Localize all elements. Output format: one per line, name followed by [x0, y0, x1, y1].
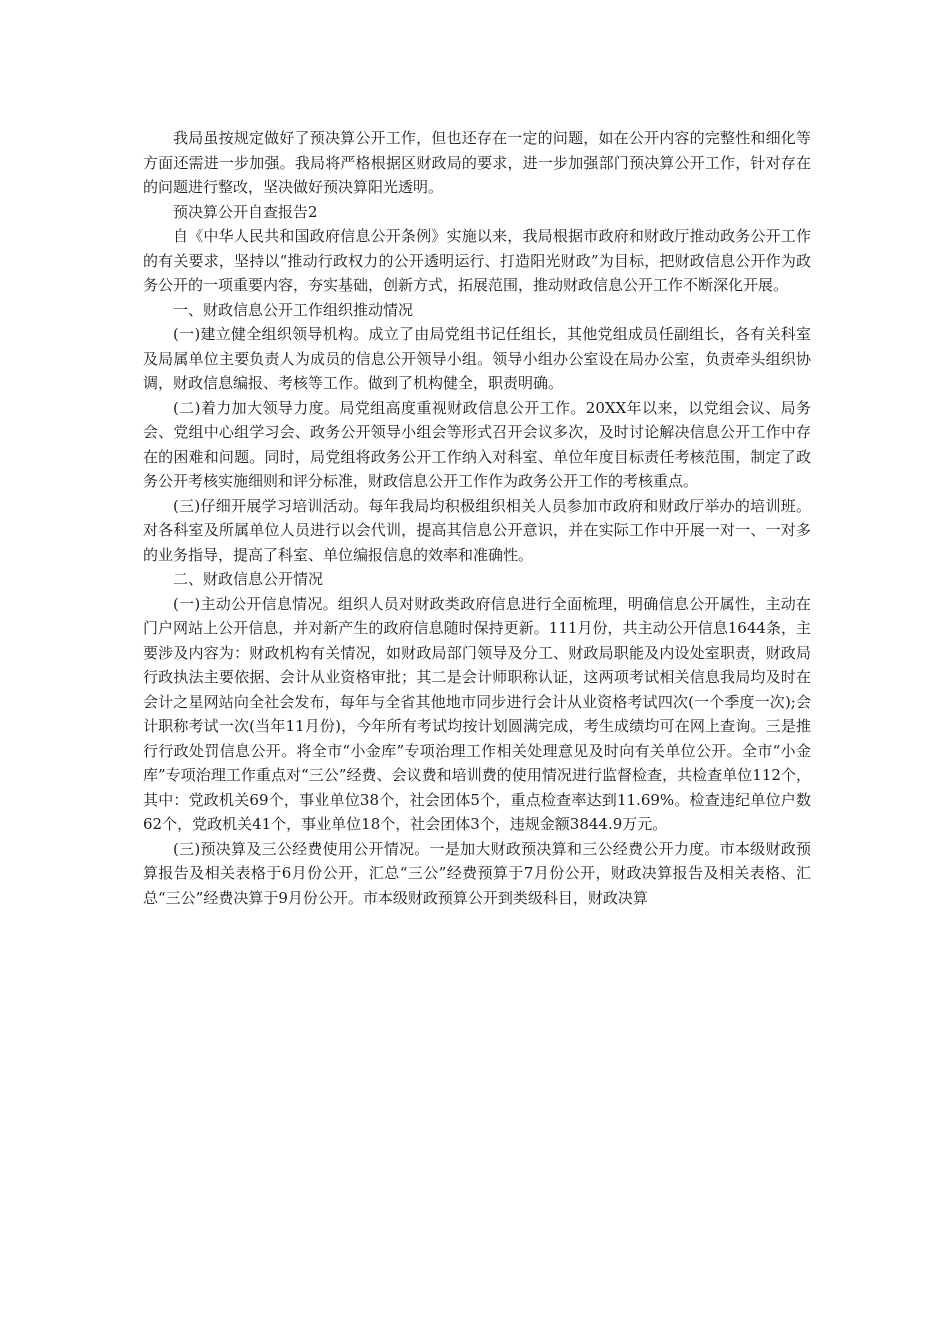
- paragraph: 我局虽按规定做好了预决算公开工作，但也还存在一定的问题，如在公开内容的完整性和细化等方面还需进一步加强。我局将严格根据区财政局的要求，进一步加强部门预决算公开工作，针对存在的问题进行整改，坚决做好预决算阳光透明。: [143, 129, 811, 196]
- section-heading: 二、财政信息公开情况: [173, 570, 324, 588]
- paragraph: (一)主动公开信息情况。组织人员对财政类政府信息进行全面梳理，明确信息公开属性，主动在门户网站上公开信息，并对新产生的政府信息随时保持更新。111月份，共主动公开信息1644条，主要涉及内容为：财政机构有关情况，如财政局部门领导及分工、财政局职能及内设处室职责，财政局行政执法主要依据、会计从业资格审批；其二是会计师职称认证，这两项考试相关信息我局均及时在会计之星网站向全社会发布，每年与全省其他地市同步进行会计从业资格考试四次(一个季度一次);会计职称考试一次(当年11月份)，今年所有考试均按计划圆满完成，考生成绩均可在网上查询。三是推行行政处罚信息公开。将全市“小金库”专项治理工作相关处理意见及时向有关单位公开。全市“小金库”专项治理工作重点对“三公”经费、会议费和培训费的使用情况进行监督检查，共检查单位112个，其中：党政机关69个，事业单位38个，社会团体5个，重点检查率达到11.69%。检查违纪单位户数62个，党政机关41个，事业单位18个，社会团体3个，违规金额3844.9万元。: [143, 594, 811, 833]
- document-body: [143, 126, 811, 910]
- section-title: 预决算公开自查报告2: [173, 202, 318, 221]
- paragraph: (三)预决算及三公经费使用公开情况。一是加大财政预决算和三公经费公开力度。市本级财政预算报告及相关表格于6月份公开，汇总“三公”经费预算于7月份公开，财政决算报告及相关表格、汇总“三公”经费决算于9月份公开。市本级财政预算公开到类级科目，财政决算: [143, 839, 811, 907]
- paragraph: (三)仔细开展学习培训活动。每年我局均积极组织相关人员参加市政府和财政厅举办的培训班。对各科室及所属单位人员进行以会代训，提高其信息公开意识，并在实际工作中开展一对一、一对多的业务指导，提高了科室、单位编报信息的效率和准确性。: [143, 496, 811, 564]
- paragraph: (一)建立健全组织领导机构。成立了由局党组书记任组长，其他党组成员任副组长，各有关科室及局属单位主要负责人为成员的信息公开领导小组。领导小组办公室设在局办公室，负责牵头组织协调，财政信息编报、考核等工作。做到了机构健全，职责明确。: [143, 325, 811, 392]
- paragraph: 自《中华人民共和国政府信息公开条例》实施以来，我局根据市政府和财政厅推动政务公开工作的有关要求，坚持以“推动行政权力的公开透明运行、打造阳光财政”为目标，把财政信息公开作为政务公开的一项重要内容，夯实基础，创新方式，拓展范围，推动财政信息公开工作不断深化开展。: [143, 227, 811, 294]
- paragraph: (二)着力加大领导力度。局党组高度重视财政信息公开工作。20XX年以来，以党组会议、局务会、党组中心组学习会、政务公开领导小组会等形式召开会议多次，及时讨论解决信息公开工作中存在的困难和问题。同时，局党组将政务公开工作纳入对科室、单位年度目标责任考核范围，制定了政务公开考核实施细则和评分标准，财政信息公开工作作为政务公开工作的考核重点。: [143, 398, 811, 490]
- section-heading: 一、财政信息公开工作组织推动情况: [173, 300, 414, 319]
